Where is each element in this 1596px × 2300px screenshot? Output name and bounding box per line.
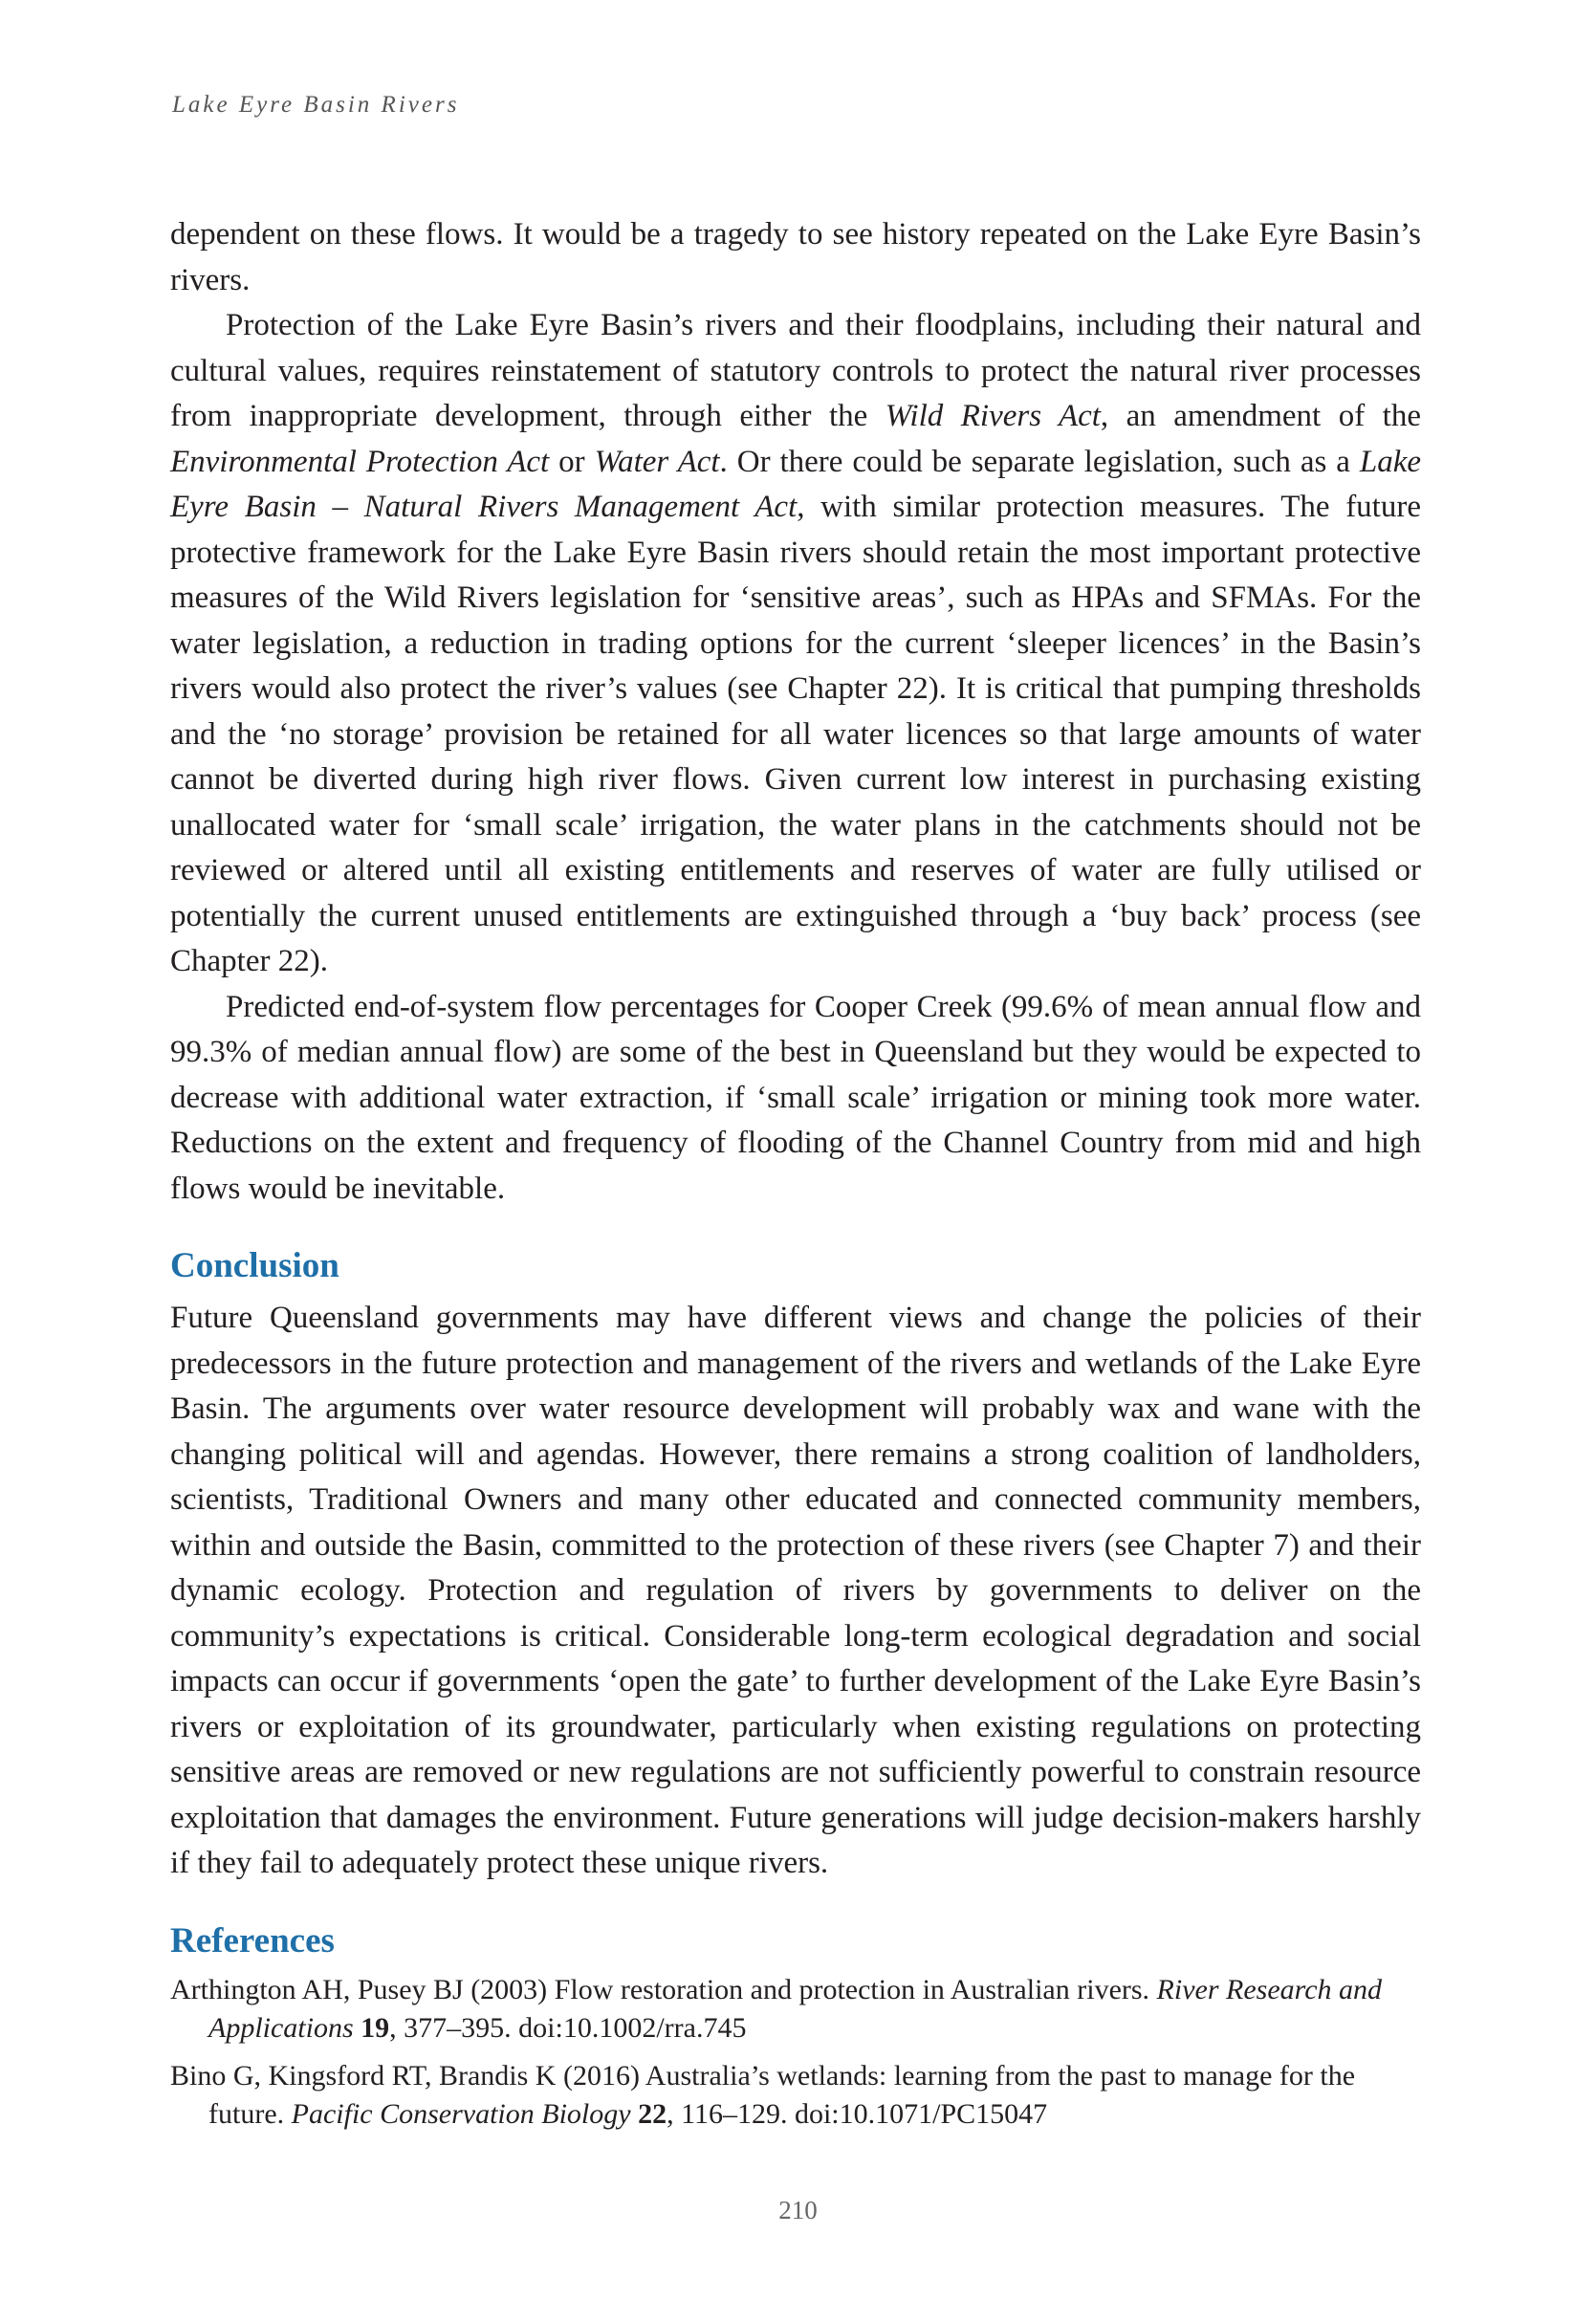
reference-volume: 22 [638,2097,667,2130]
paragraph-text: . Or there could be separate legislation, such as a [719,444,1360,479]
reference-volume: 19 [361,2011,390,2044]
act-title: Environmental Protection Act [170,444,550,479]
reference-list [170,1971,1421,2134]
conclusion-heading: Conclusion [170,1246,339,1285]
reference-pages-doi: , 377–395. doi:10.1002/rra.745 [389,2011,747,2044]
paragraph-text: , with similar protection measures. The future protective framework for the Lake Eyre Basin rivers should retain the most important protective measures of the Wild Rivers legislation for ‘sensitive areas’, such as HPAs and SFMAs. For the water legislation, a reduction in trading options for the current ‘sleeper licences’ in the Basin’s rivers would also protect the river’s values (see Chapter 22). It is critical that pumping thresholds and the ‘no storage’ provision be retained for all water licences so that large amounts of water cannot be diverted during high river flows. Given current low interest in purchasing existing unallocated water for ‘small scale’ irrigation, the water plans in the catchments should not be reviewed or altered until all existing entitlements and reserves of water are fully utilised or potentially the current unused entitlements are extinguished through a ‘buy back’ process (see Chapter 22). [170,490,1421,978]
conclusion-paragraph: Future Queensland governments may have different views and change the policies of their predecessors in the future protection and management of the rivers and wetlands of the Lake Eyre Basin. The arguments over water resource development will probably wax and wane with the changing political will and agendas. However, there remains a strong coalition of landholders, scientists, Traditional Owners and many other educated and connected community members, within and outside the Basin, committed to the protection of these rivers (see Chapter 7) and their dynamic ecology. Protection and regulation of rivers by governments to deliver on the community’s expectations is critical. Considerable long-term ecological degradation and social impacts can occur if governments ‘open the gate’ to further development of the Lake Eyre Basin’s rivers or exploitation of its groundwater, particularly when existing regulations on protecting sensitive areas are removed or new regulations are not sufficiently powerful to constrain resource exploitation that damages the environment. Future generations will judge decision-makers harshly if they fail to adequately protect these unique rivers. [170,1301,1421,1880]
act-title: Water Act [594,444,720,479]
reference-authors: Bino G, Kingsford RT, Brandis K (2016) Australia’s wetlands: learning from the past to manage for the future. [170,2059,1356,2130]
page-body [170,212,1421,2143]
reference-journal: River Research and Applications [208,1973,1383,2044]
act-title: Lake Eyre Basin – Natural Rivers Management Act [170,444,1421,524]
reference-item [170,2057,1421,2134]
paragraph-flow-percentages: Predicted end-of-system flow percentages for Cooper Creek (99.6% of mean annual flow and 99.3% of median annual flow) are some of the best in Queensland but they would be expected to decrease with additional water extraction, if ‘small scale’ irrigation or mining took more water. Reductions on the extent and frequency of flooding of the Channel Country from mid and high flows would be inevitable. [170,989,1421,1206]
paragraph-text: or [549,444,595,479]
paragraph-protection [170,303,1421,985]
running-head: Lake Eyre Basin Rivers [172,92,460,118]
reference-authors: Arthington AH, Pusey BJ (2003) Flow restoration and protection in Australian rivers. [170,1973,1157,2005]
reference-item [170,1971,1421,2048]
reference-pages-doi: , 116–129. doi:10.1071/PC15047 [667,2097,1048,2130]
page-number: 210 [778,2196,818,2224]
paragraph-text: , an amendment of the [1100,399,1421,433]
paragraph-text: Protection of the Lake Eyre Basin’s rivers and their floodplains, including their natural and cultural values, requires reinstatement of statutory controls to protect the natural river processes from inappropriate development, through either the [170,308,1421,433]
reference-journal: Pacific Conservation Biology [291,2097,631,2130]
references-heading: References [170,1920,335,1960]
paragraph-continuation: dependent on these flows. It would be a tragedy to see history repeated on the Lake Eyre Basin’s rivers. [170,217,1421,297]
act-title: Wild Rivers Act [885,399,1101,433]
